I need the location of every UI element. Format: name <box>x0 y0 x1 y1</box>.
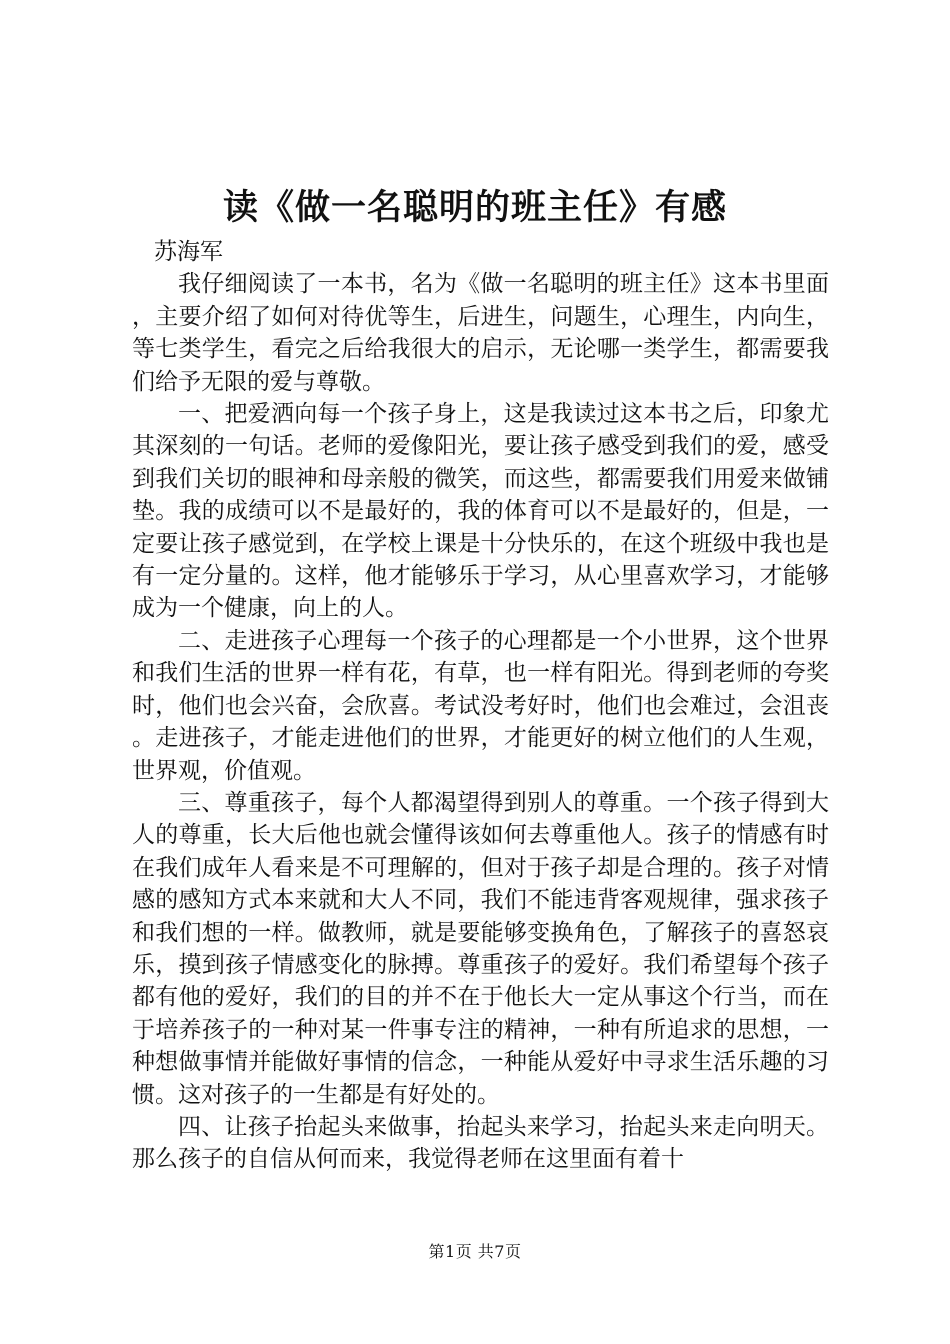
paragraph-section-2: 二、走进孩子心理每一个孩子的心理都是一个小世界，这个世界和我们生活的世界一样有花，有草，也一样有阳光。得到老师的夸奖时，他们也会兴奋，会欣喜。考试没考好时，他们也会难过，会沮丧。走进孩子，才能走进他们的世界，才能更好的树立他们的人生观，世界观，价值观。 <box>132 627 829 784</box>
document-body <box>132 236 829 1176</box>
paragraph-intro: 我仔细阅读了一本书，名为《做一名聪明的班主任》这本书里面，主要介绍了如何对待优等生，后进生，问题生，心理生，内向生，等七类学生，看完之后给我很大的启示，无论哪一类学生，都需要我们给予无限的爱与尊敬。 <box>132 271 829 395</box>
page-number-footer: 第1页 共7页 <box>428 1242 522 1261</box>
paragraph-section-4: 四、让孩子抬起头来做事，抬起头来学习，抬起头来走向明天。那么孩子的自信从何而来，我觉得老师在这里面有着十 <box>132 1113 829 1173</box>
author-name: 苏海军 <box>154 239 223 265</box>
paragraph-section-1: 一、把爱洒向每一个孩子身上，这是我读过这本书之后，印象尤其深刻的一句话。老师的爱像阳光，要让孩子感受到我们的爱，感受到我们关切的眼神和母亲般的微笑，而这些，都需要我们用爱来做铺垫。我的成绩可以不是最好的，我的体育可以不是最好的，但是，一定要让孩子感觉到，在学校上课是十分快乐的，在这个班级中我也是有一定分量的。这样，他才能够乐于学习，从心里喜欢学习，才能够成为一个健康，向上的人。 <box>132 401 829 622</box>
paragraph-section-3: 三、尊重孩子，每个人都渴望得到别人的尊重。一个孩子得到大人的尊重，长大后他也就会懂得该如何去尊重他人。孩子的情感有时在我们成年人看来是不可理解的，但对于孩子却是合理的。孩子对情感的感知方式本来就和大人不同，我们不能违背客观规律，强求孩子和我们想的一样。做教师，就是要能够变换角色，了解孩子的喜怒哀乐，摸到孩子情感变化的脉搏。尊重孩子的爱好。我们希望每个孩子都有他的爱好，我们的目的并不在于他长大一定从事这个行当，而在于培养孩子的一种对某一件事专注的精神，一种有所追求的思想，一种想做事情并能做好事情的信念，一种能从爱好中寻求生活乐趣的习惯。这对孩子的一生都是有好处的。 <box>132 789 829 1108</box>
document-title: 读《做一名聪明的班主任》有感 <box>222 187 727 228</box>
